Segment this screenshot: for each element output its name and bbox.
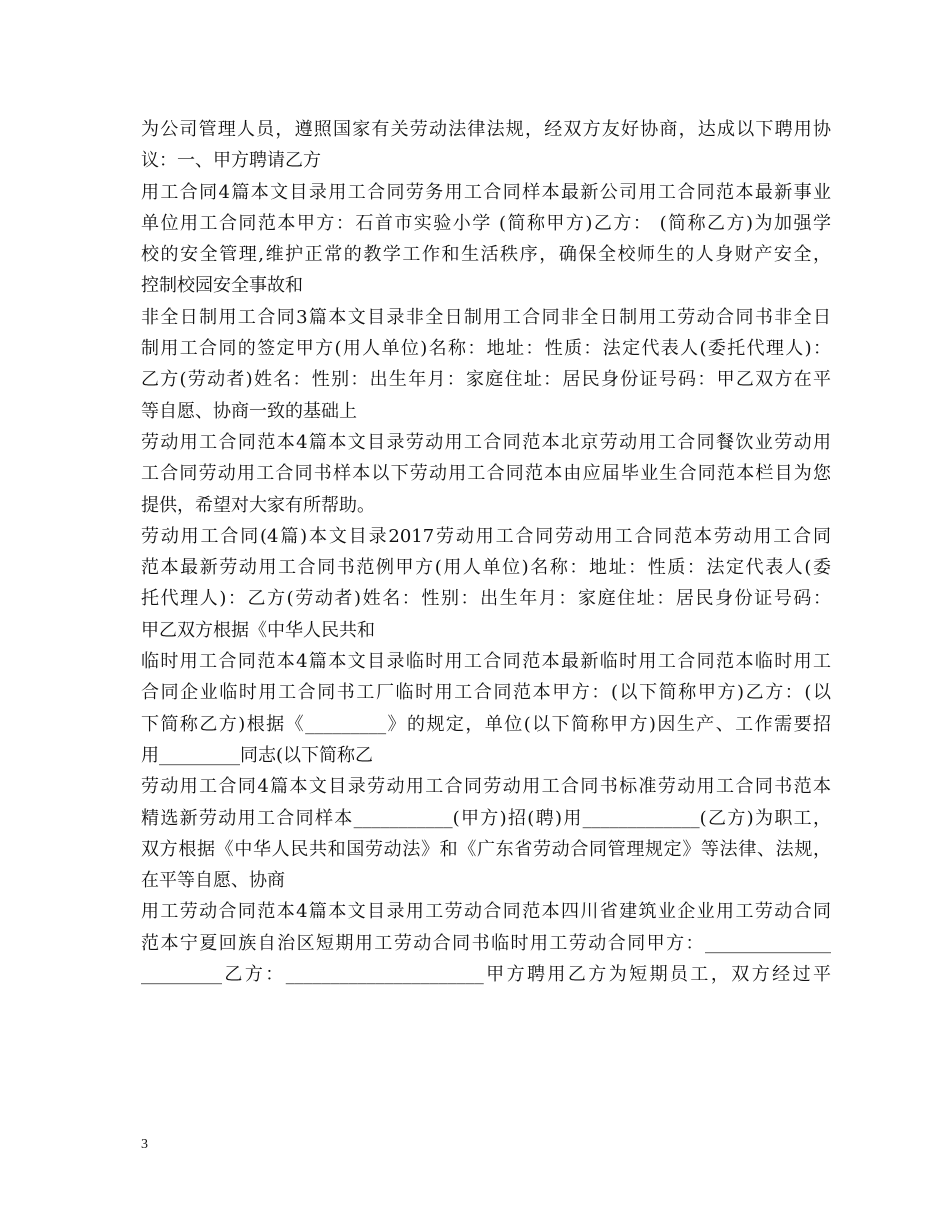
text-line: 校的安全管理,维护正常的教学工作和生活秩序，确保全校师生的人身财产安全， <box>141 244 831 266</box>
text-line: 临时用工合同范本4篇本文目录临时用工合同范本最新临时用工合同范本临时用工 <box>141 651 831 673</box>
text-line: 用工劳动合同范本4篇本文目录用工劳动合同范本四川省建筑业企业用工劳动合同 <box>141 901 831 923</box>
text-line: 在平等自愿、协商 <box>141 870 285 892</box>
text-line: 劳动用工合同范本4篇本文目录劳动用工合同范本北京劳动用工合同餐饮业劳动用 <box>141 431 831 453</box>
text-line: 议：一、甲方聘请乙方 <box>141 150 321 172</box>
text-line: 用工合同4篇本文目录用工合同劳务用工合同样本最新公司用工合同范本最新事业 <box>141 181 831 203</box>
text-line: 单位用工合同范本甲方：石首市实验小学 (简称甲方)乙方： (简称乙方)为加强学 <box>141 212 831 234</box>
text-line: 范本最新劳动用工合同书范例甲方(用人单位)名称：地址：性质：法定代表人(委 <box>141 557 831 579</box>
text-line: 等自愿、协商一致的基础上 <box>141 400 357 422</box>
text-line: 下简称乙方)根据《_________》的规定，单位(以下简称甲方)因生产、工作需要招 <box>141 713 831 735</box>
text-line: 甲乙双方根据《中华人民共和 <box>141 619 375 641</box>
text-line: _________乙方：______________________甲方聘用乙方为短期员工，双方经过平 <box>141 964 831 986</box>
text-line: 为公司管理人员，遵照国家有关劳动法律法规，经双方友好协商，达成以下聘用协 <box>141 119 831 140</box>
text-line: 非全日制用工合同3篇本文目录非全日制用工合同非全日制用工劳动合同书非全日 <box>141 306 831 328</box>
text-line: 合同企业临时用工合同书工厂临时用工合同范本甲方：(以下简称甲方)乙方：(以 <box>141 682 831 704</box>
text-line: 劳动用工合同(4篇)本文目录2017劳动用工合同劳动用工合同范本劳动用工合同 <box>141 525 831 547</box>
body-text <box>141 114 831 990</box>
text-line: 乙方(劳动者)姓名：性别：出生年月：家庭住址：居民身份证号码：甲乙双方在平 <box>141 369 831 391</box>
text-line: 劳动用工合同4篇本文目录劳动用工合同劳动用工合同书标准劳动用工合同书范本 <box>141 776 831 798</box>
text-line: 精选新劳动用工合同样本___________(甲方)招(聘)用_____________(乙方)为职工， <box>141 807 831 829</box>
text-line: 托代理人)：乙方(劳动者)姓名：性别：出生年月：家庭住址：居民身份证号码： <box>141 588 831 610</box>
text-line: 范本宁夏回族自治区短期用工劳动合同书临时用工劳动合同甲方：______________ <box>141 932 831 954</box>
text-line: 工合同劳动用工合同书样本以下劳动用工合同范本由应届毕业生合同范本栏目为您 <box>141 463 831 485</box>
page-number: 3 <box>141 1137 148 1152</box>
text-line: 双方根据《中华人民共和国劳动法》和《广东省劳动合同管理规定》等法律、法规， <box>141 838 831 860</box>
text-line: 控制校园安全事故和 <box>141 275 303 297</box>
text-line: 制用工合同的签定甲方(用人单位)名称：地址：性质：法定代表人(委托代理人)： <box>141 338 831 360</box>
text-line: 提供，希望对大家有所帮助。 <box>141 494 375 516</box>
text-line: 用_________同志(以下简称乙 <box>141 744 374 766</box>
